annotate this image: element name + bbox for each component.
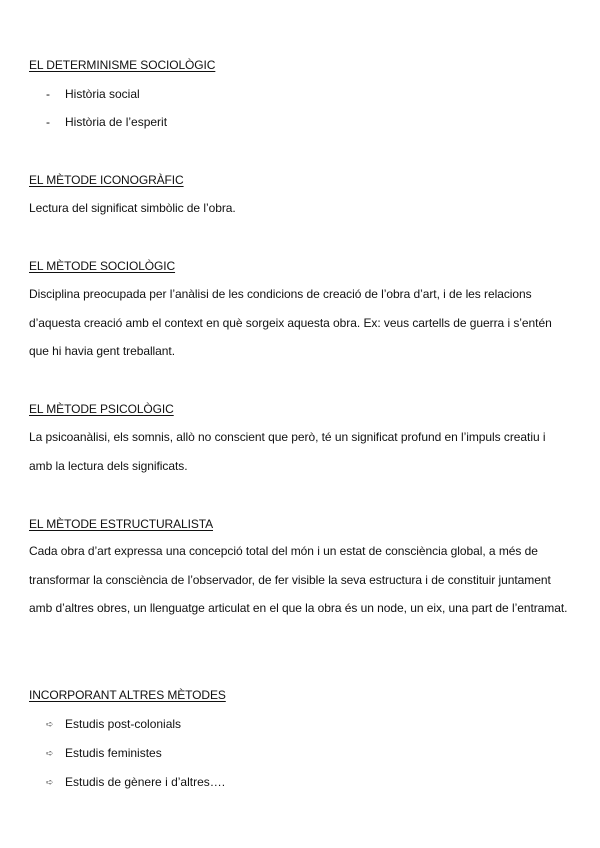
section-heading-altres-metodes: INCORPORANT ALTRES MÈTODES [29,688,226,702]
section-heading-iconografic: EL MÈTODE ICONOGRÀFIC [29,173,184,187]
section-heading-estructuralista: EL MÈTODE ESTRUCTURALISTA [29,517,213,531]
list-item-text: Història de l’esperit [65,115,168,129]
arrow-bullet-icon: ➪ [46,719,54,729]
list-item-text: Estudis post-colonials [65,717,182,731]
section-paragraph: Lectura del significat simbòlic de l’obra. [29,201,236,215]
arrow-bullet-icon: ➪ [46,777,54,787]
section-paragraph: La psicoanàlisi, els somnis, allò no conscient que però, té un significat profund en l’impuls creatiu i amb la lectura dels significats. [29,430,546,473]
bullet-dash: - [46,115,50,129]
section-heading-determinisme: EL DETERMINISME SOCIOLÒGIC [29,58,216,72]
bullet-dash: - [46,87,50,101]
list-item-text: Estudis feministes [65,746,162,760]
section-paragraph: Cada obra d’art expressa una concepció total del món i un estat de consciència global, a més de transformar la consciència de l’observador, de fer visible la seva estructura i de constituir juntament amb d’altres obres, un llenguatge articulat en el que la obra és un node, un eix, una part de l’entramat. [29,544,568,616]
arrow-bullet-icon: ➪ [46,748,54,758]
section-heading-psicologic: EL MÈTODE PSICOLÒGIC [29,402,174,416]
section-paragraph: Disciplina preocupada per l’anàlisi de les condicions de creació de l’obra d’art, i de les relacions d’aquesta creació amb el context en què sorgeix aquesta obra. Ex: veus cartells de guerra i s’entén que hi havia gent treballant. [29,287,552,359]
list-item-text: Estudis de gènere i d’altres…. [65,775,226,789]
list-item-text: Història social [65,87,140,101]
section-heading-sociologic: EL MÈTODE SOCIOLÒGIC [29,259,176,273]
